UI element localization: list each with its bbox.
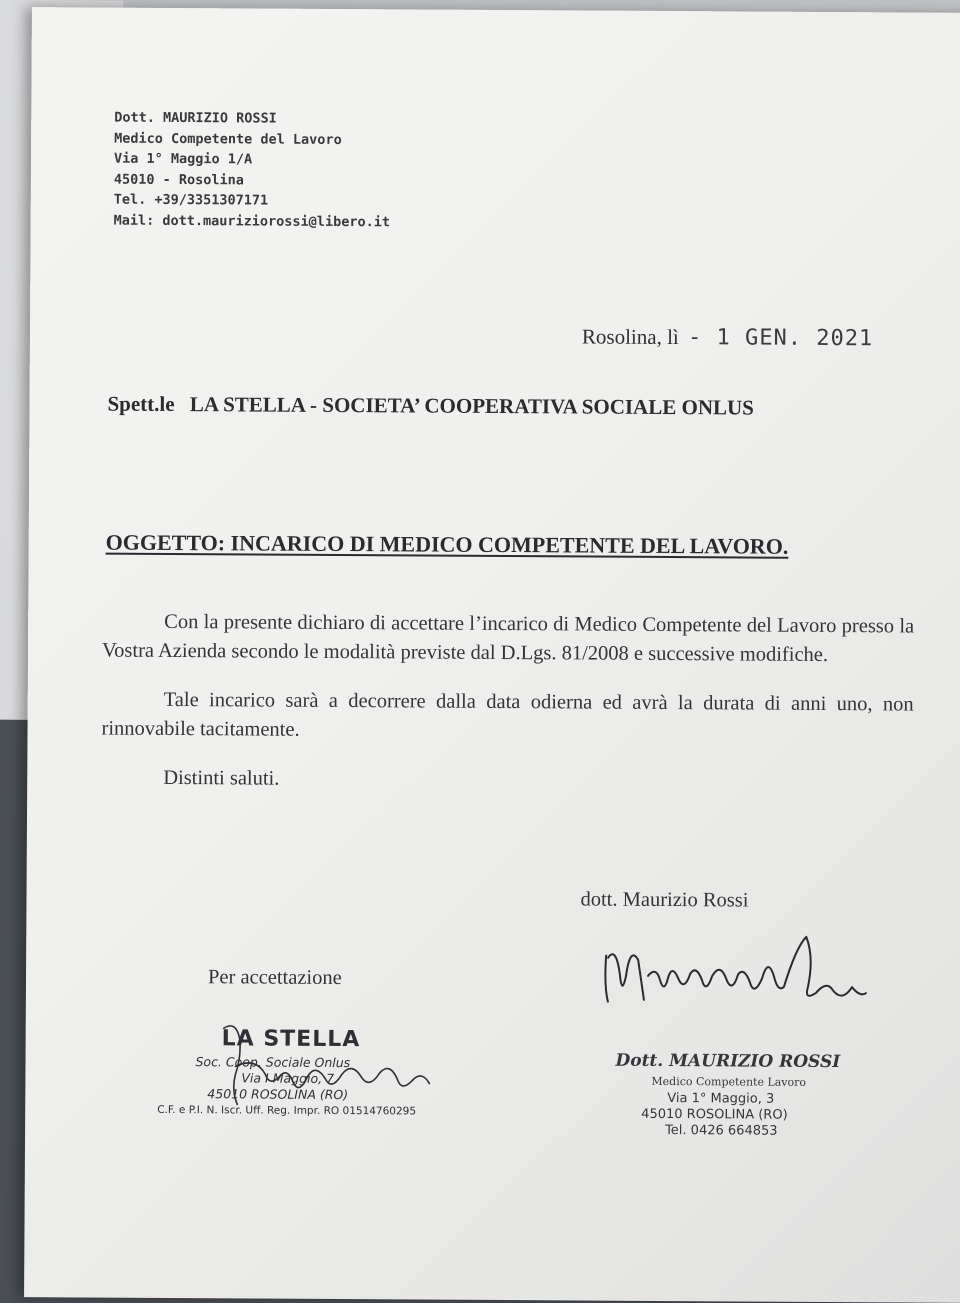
doctor-stamp-name: Dott. MAURIZIO ROSSI — [615, 1050, 841, 1073]
sender-mail: Mail: dott.mauriziorossi@libero.it — [113, 212, 391, 230]
sender-address: Via 1° Maggio 1/A — [113, 150, 253, 168]
acceptance-label: Per accettazione — [207, 966, 342, 990]
coop-stamp-line-2: Via I Maggio, 7 — [241, 1070, 335, 1086]
recipient-company: LA STELLA - SOCIETA’ COOPERATIVA SOCIALE ONLUS — [189, 392, 754, 420]
recipient-line — [107, 392, 754, 421]
body-paragraph-2: Tale incarico sarà a decorrere dalla data odierna ed avrà la durata di anni uno, non rinnovabile tacitamente. — [101, 688, 914, 741]
sender-block — [114, 108, 391, 233]
doctor-stamp-phone: Tel. 0426 664853 — [665, 1122, 778, 1139]
body-paragraph-1: Con la presente dichiaro di accettare l’incarico di Medico Competente del Lavoro presso la Vostra Azienda secondo le modalità previste dal D.Lgs. 81/2008 e successive modifiche. — [101, 610, 915, 666]
letter-page — [24, 7, 960, 1303]
coop-stamp-title: LA STELLA — [221, 1026, 361, 1053]
coop-stamp-line-1: Soc. Coop. Sociale Onlus — [195, 1054, 351, 1071]
letter-body — [101, 608, 914, 818]
doctor-stamp-city: 45010 ROSOLINA (RO) — [641, 1106, 788, 1123]
signature-name: dott. Maurizio Rossi — [580, 888, 749, 912]
date-line — [582, 324, 873, 351]
coop-signature — [195, 1016, 446, 1118]
doctor-stamp-address: Via 1° Maggio, 3 — [667, 1091, 775, 1107]
doctor-stamp-role: Medico Competente Lavoro — [651, 1074, 807, 1089]
sender-role: Medico Competente del Lavoro — [114, 130, 342, 148]
date-place: Rosolina, lì — [581, 324, 679, 350]
coop-stamp-line-3: 45010 ROSOLINA (RO) — [207, 1086, 349, 1103]
doctor-signature — [586, 916, 877, 1028]
sender-phone: Tel. +39/3351307171 — [113, 191, 269, 209]
date-stamp: - 1 GEN. 2021 — [687, 325, 874, 352]
subject-line: OGGETTO: INCARICO DI MEDICO COMPETENTE DEL LAVORO. — [105, 529, 789, 559]
sender-city: 45010 - Rosolina — [113, 171, 244, 188]
closing-greeting: Distinti saluti. — [163, 766, 280, 790]
recipient-prefix: Spett.le — [107, 391, 175, 416]
coop-stamp-line-4: C.F. e P.I. N. Iscr. Uff. Reg. Impr. RO 01514760295 — [157, 1103, 417, 1118]
sender-name: Dott. MAURIZIO ROSSI — [114, 109, 277, 127]
